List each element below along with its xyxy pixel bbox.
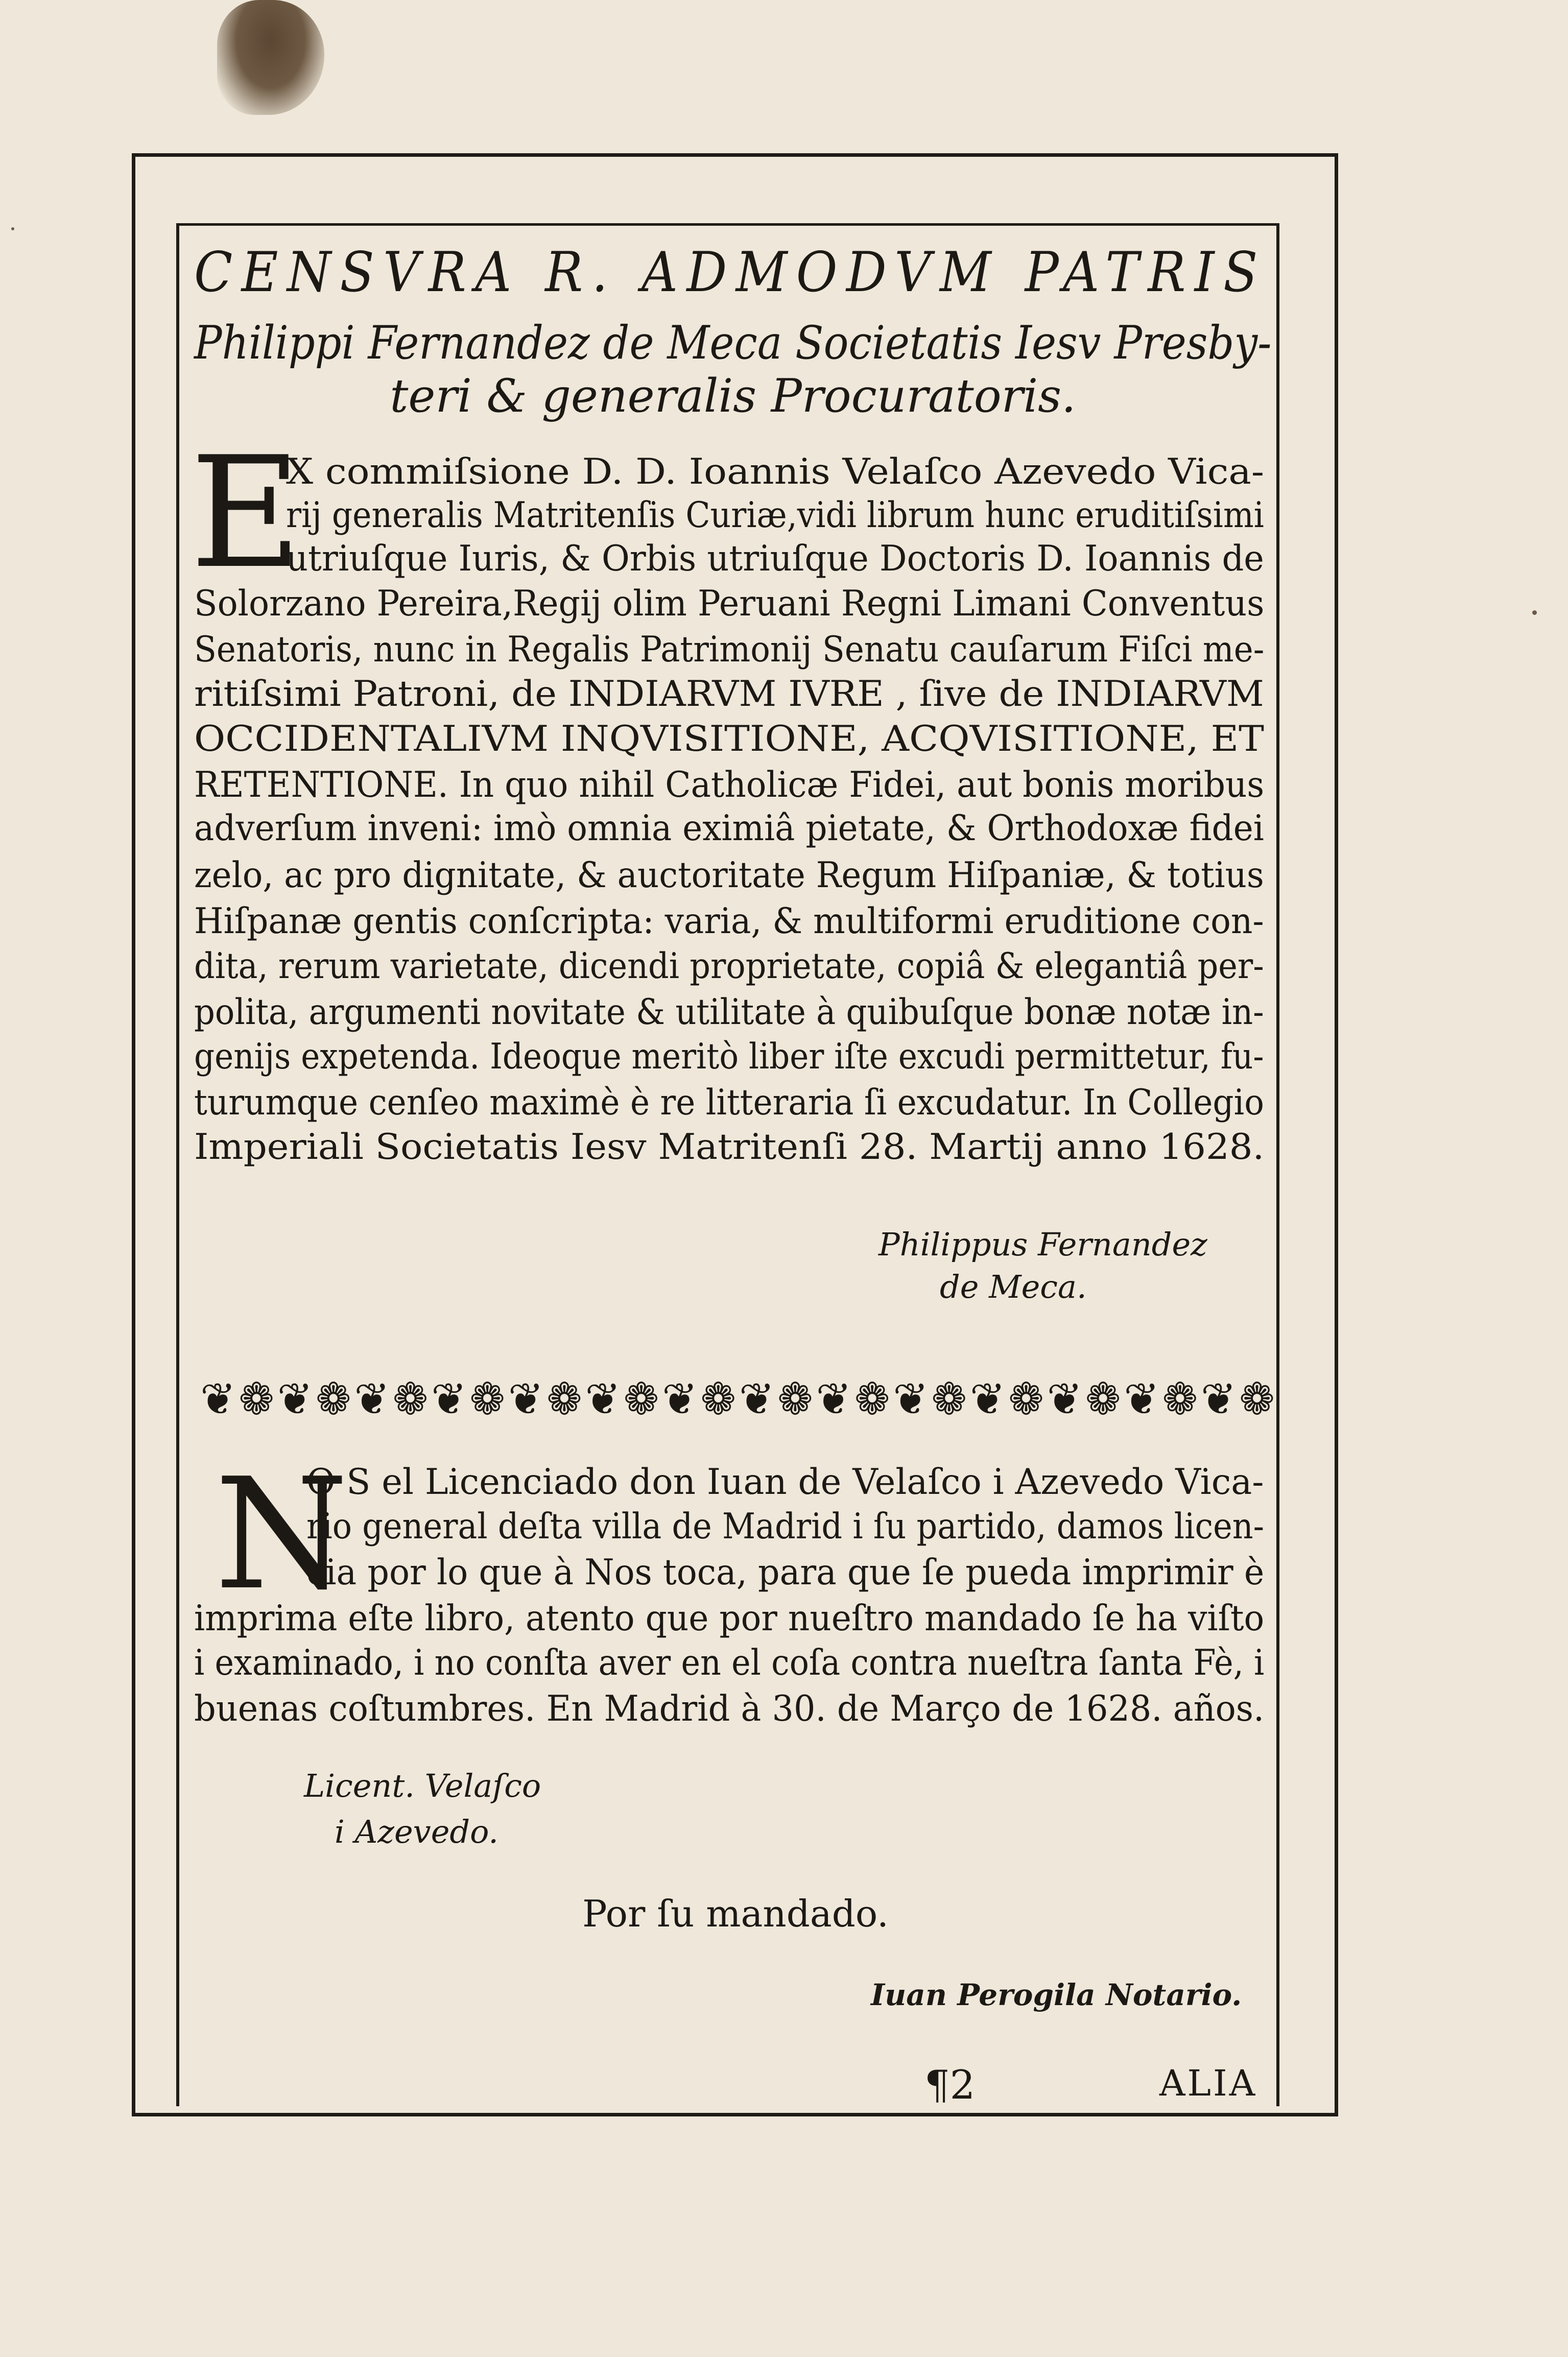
censura-line: utriuſque Iuris, & Orbis utriuſque Doctoris D. Ioannis de [286, 538, 1264, 579]
censura-subtitle-2: teri & generalis Procuratoris. [390, 369, 1076, 423]
catchword: ALIA [1159, 2062, 1257, 2104]
censura-line: ritiſsimi Patroni, de INDIARVM IVRE , ſive de INDIARVM [194, 674, 1264, 715]
signature-mark: ¶2 [924, 2062, 976, 2108]
ornamental-divider: ❦❁❦❁❦❁❦❁❦❁❦❁❦❁❦❁❦❁❦❁❦❁❦❁❦❁❦❁ [200, 1374, 1278, 1425]
licencia-line: rio general deſta villa de Madrid i ſu partido, damos licen- [306, 1506, 1265, 1547]
licencia-line: cia por lo que à Nos toca, para que ſe pueda imprimir è [306, 1552, 1265, 1593]
censura-line: RETENTIONE. In quo nihil Catholicæ Fidei, aut bonis moribus [194, 765, 1265, 805]
signature-azevedo: i Azevedo. [335, 1813, 499, 1850]
paper-speck [1532, 610, 1537, 615]
censura-line: X commiſsione D. D. Ioannis Velaſco Azevedo Vica- [286, 451, 1265, 492]
censura-subtitle-1: Philippi Fernandez de Meca Societatis Iesv Presby- [194, 316, 1272, 370]
censura-line: turumque cenſeo maximè è re litteraria ſi excudatur. In Collegio [194, 1082, 1264, 1123]
censura-line: Senatoris, nunc in Regalis Patrimonij Senatu cauſarum Fiſci me- [194, 629, 1265, 670]
censura-line: Solorzano Pereira,Regij olim Peruani Regni Limani Conventus [194, 583, 1265, 624]
censura-line: adverſum inveni: imò omnia eximiâ pietate, & Orthodoxæ fidei [194, 808, 1264, 849]
drop-cap-e: E [190, 424, 302, 602]
paper-speck [11, 227, 14, 230]
licencia-line: imprima eſte libro, atento que por nueſtro mandado ſe ha viſto [194, 1598, 1265, 1639]
drop-cap-n: N [215, 1445, 349, 1624]
censura-line: OCCIDENTALIVM INQVISITIONE, ACQVISITIONE, ET [194, 719, 1264, 759]
paper-stain [217, 0, 324, 115]
censura-title: CENSVRA R. ADMODVM PATRIS [194, 241, 1267, 304]
censura-line: zelo, ac pro dignitate, & auctoritate Regum Hiſpaniæ, & totius [194, 855, 1264, 896]
censura-line: polita, argumenti novitate & utilitate à quibuſque bonæ notæ in- [194, 992, 1264, 1033]
signature-fernandez: Philippus Fernandez [878, 1226, 1207, 1263]
censura-line: rij generalis Matritenſis Curiæ,vidi librum hunc eruditiſsimi [286, 495, 1264, 536]
censura-line: Imperiali Societatis Iesv Matritenſi 28. Martij anno 1628. [194, 1127, 1265, 1168]
censura-line: genijs expetenda. Ideoque meritò liber iſte excudi permittetur, fu- [194, 1036, 1264, 1077]
licencia-line: i examinado, i no conſta aver en el coſa contra nueſtra ſanta Fè, i [194, 1642, 1265, 1683]
notary-signature: Iuan Perogila Notario. [871, 1978, 1242, 2012]
censura-line: dita, rerum varietate, dicendi proprietate, copiâ & elegantiâ per- [194, 946, 1264, 987]
licencia-line: buenas coſtumbres. En Madrid à 30. de Março de 1628. años. [194, 1688, 1265, 1729]
por-su-mandado: Por ſu mandado. [582, 1892, 889, 1935]
censura-line: Hiſpanæ gentis conſcripta: varia, & multiformi eruditione con- [194, 901, 1264, 942]
licencia-line: O S el Licenciado don Iuan de Velaſco i Azevedo Vica- [306, 1462, 1264, 1503]
signature-de-meca: de Meca. [940, 1268, 1087, 1305]
signature-velasco: Licent. Velaſco [304, 1767, 541, 1804]
